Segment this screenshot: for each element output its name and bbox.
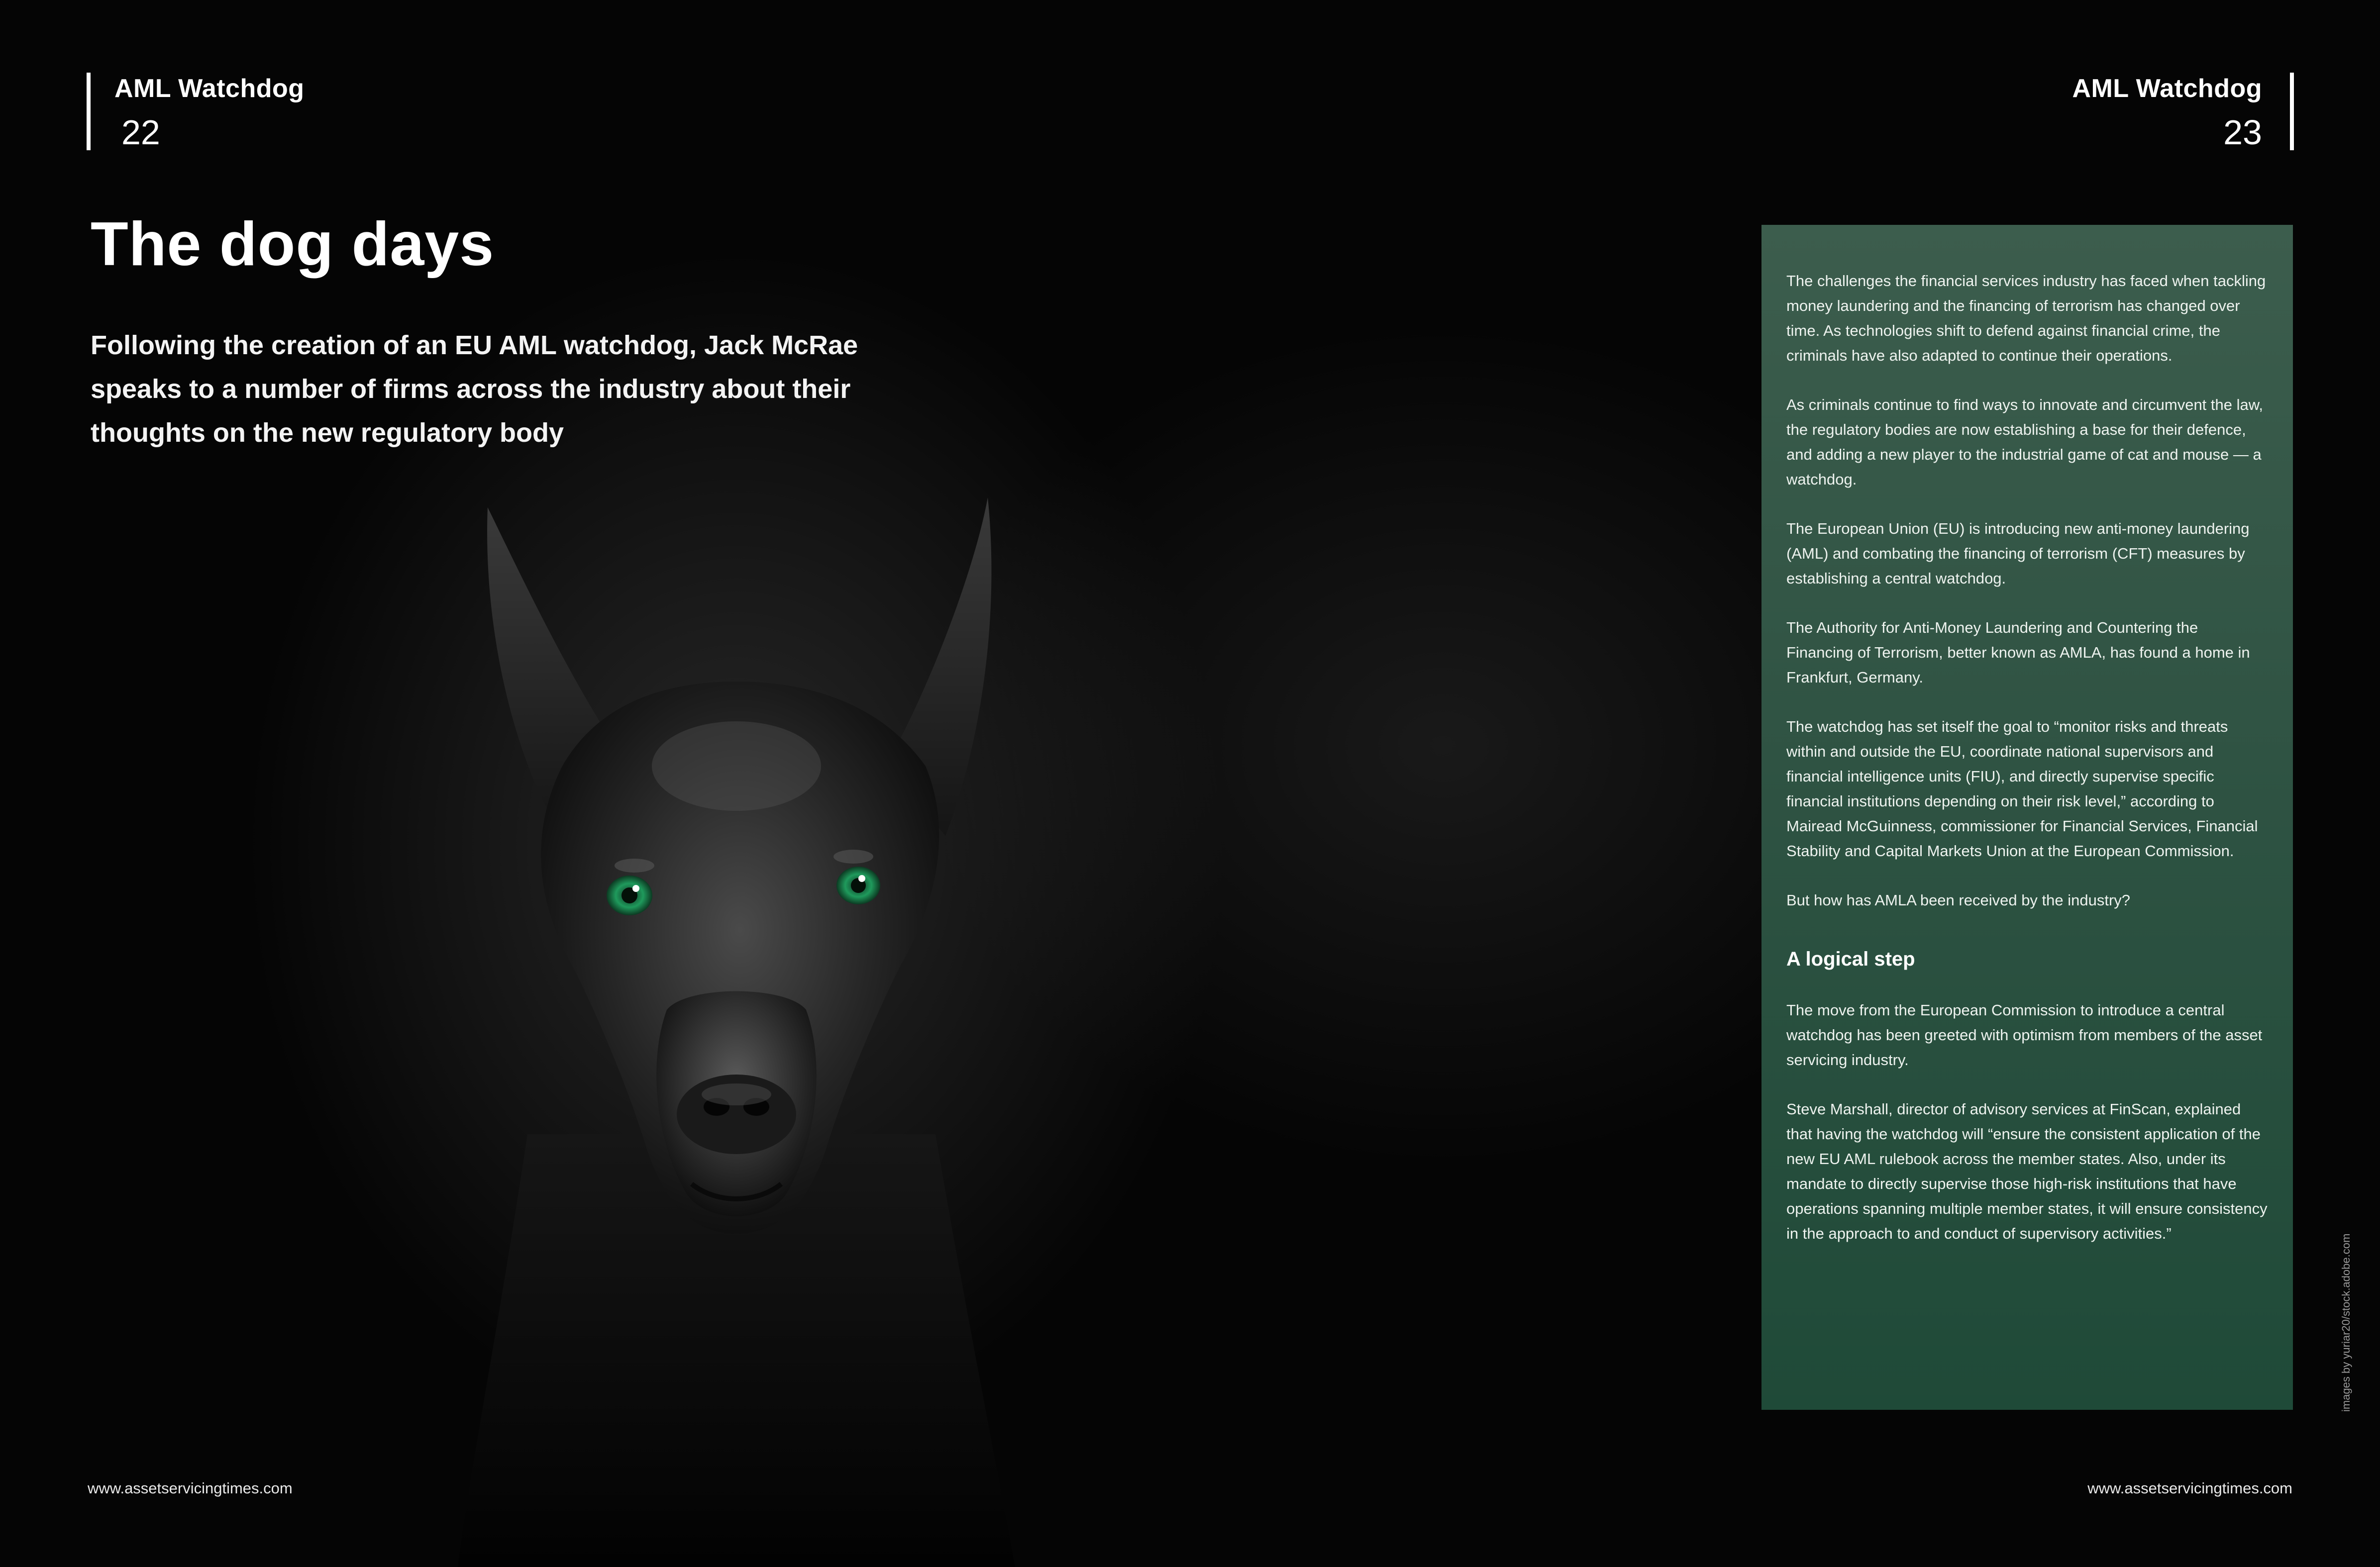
article-paragraph: Steve Marshall, director of advisory services at FinScan, explained that having the watchdog will “ensure the consistent application of the new EU AML rulebook across the member states. Also, under its mandate to directly supervise those high-risk institutions that have operations spanning multiple member states, it will ensure consistency in the approach to and conduct of supervisory activities.” [1786,1100,2268,1242]
header-rule [2290,73,2294,150]
footer-website-link[interactable]: www.assetservicingtimes.com [2087,1479,2292,1497]
article-subheading: A logical step [1786,948,1915,970]
article-headline: The dog days [91,210,495,279]
doberman-photo [438,488,1035,1567]
left-page-header [87,73,365,150]
article-paragraph: The European Union (EU) is introducing new anti-money laundering (AML) and combating the financing of terrorism (CFT) measures by establishing a central watchdog. [1786,520,2250,587]
right-page-header [2010,73,2294,150]
section-title: AML Watchdog [2072,74,2262,103]
article-standfirst: Following the creation of an EU AML watchdog, Jack McRae speaks to a number of firms across the industry about their thoughts on the new regulatory body [91,330,858,448]
article-paragraph: But how has AMLA been received by the industry? [1786,891,2131,909]
article-paragraph: As criminals continue to find ways to innovate and circumvent the law, the regulatory bodies are now establishing a base for their defence, and adding a new player to the industrial game of cat and mouse — a watchdog. [1786,396,2264,488]
section-title: AML Watchdog [114,74,305,103]
article-paragraph: The Authority for Anti-Money Laundering and Countering the Financing of Terrorism, better known as AMLA, has found a home in Frankfurt, Germany. [1786,619,2250,686]
article-paragraph: The challenges the financial services industry has faced when tackling money laundering and the financing of terrorism has changed over time. As technologies shift to defend against financial crime, the criminals have also adapted to continue their operations. [1786,272,2266,364]
page-number: 22 [121,113,160,152]
page-number: 23 [2223,113,2262,152]
article-paragraph: The watchdog has set itself the goal to “monitor risks and threats within and outside the EU, coordinate national supervisors and financial intelligence units (FIU), and directly supervise specific financial institutions depending on their risk level,” according to Mairead McGuinness, commissioner for Financial Services, Financial Stability and Capital Markets Union at the European Commission. [1786,718,2258,860]
footer-website-link[interactable]: www.assetservicingtimes.com [88,1479,293,1497]
image-credit: images by yuriar20/stock.adobe.com [2340,1233,2352,1412]
article-body-panel [1761,225,2293,1410]
article-paragraph: The move from the European Commission to introduce a central watchdog has been greeted with optimism from members of the asset servicing industry. [1786,1001,2263,1069]
header-rule [87,73,91,150]
